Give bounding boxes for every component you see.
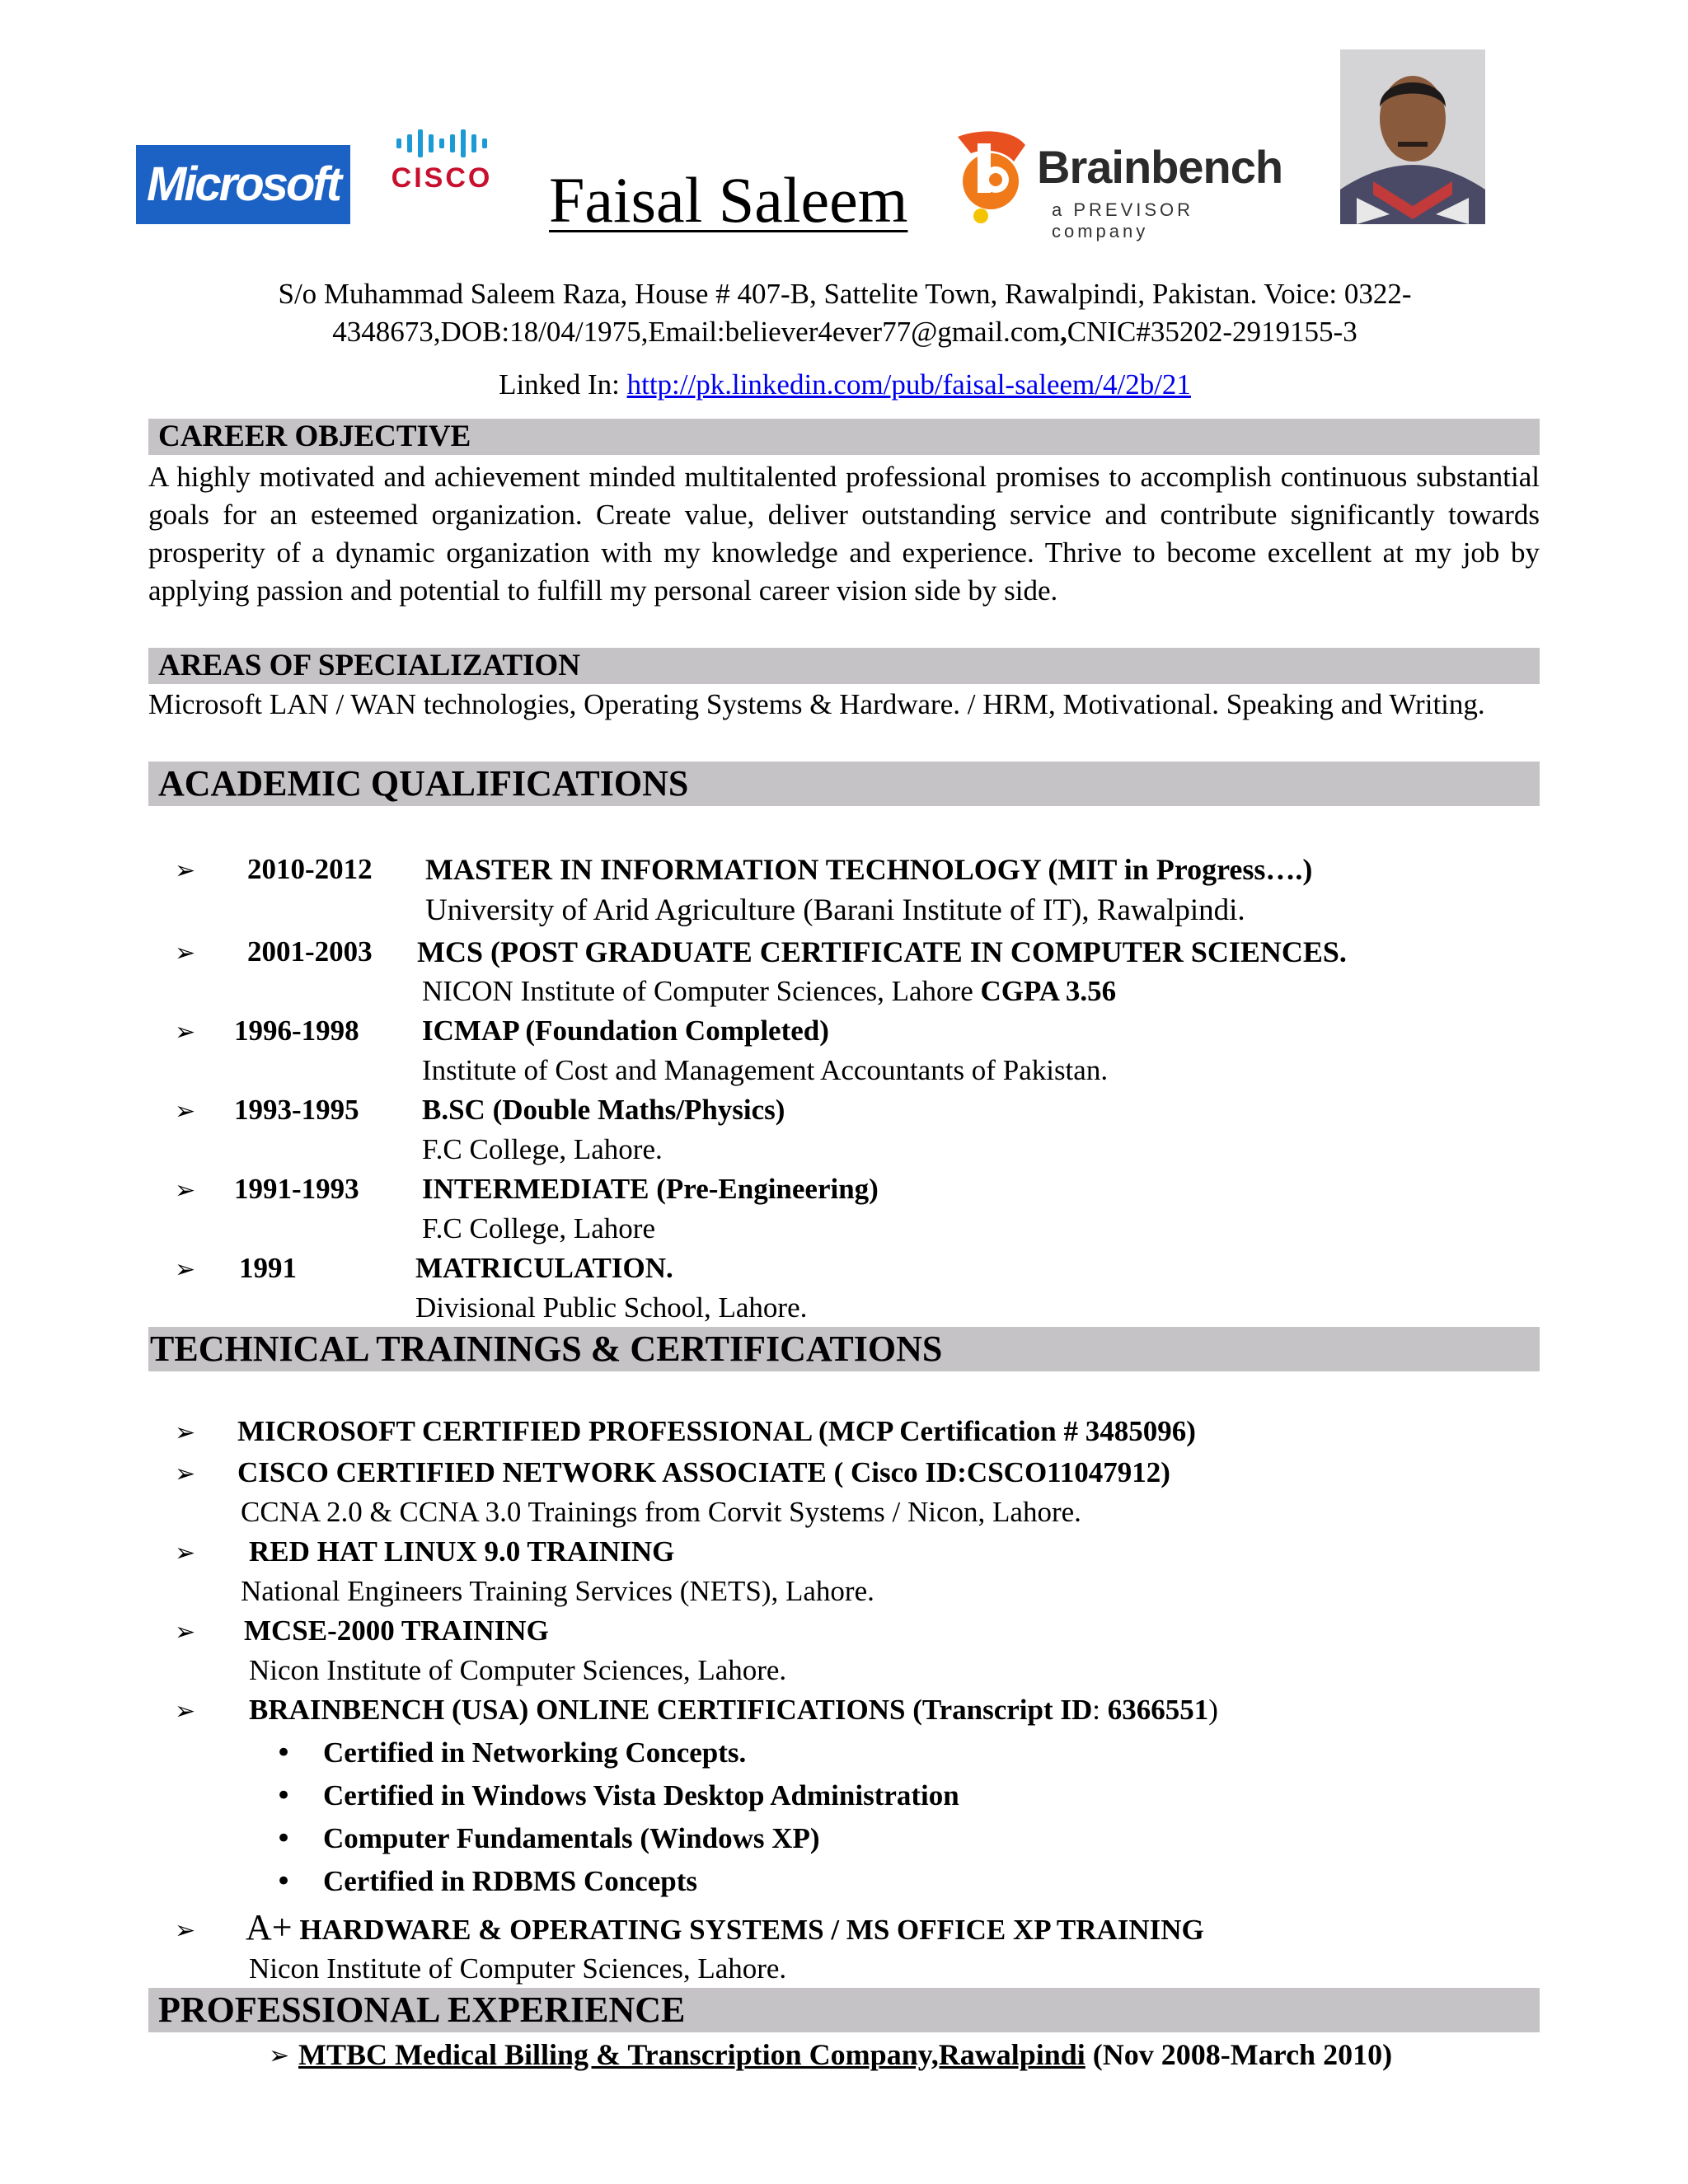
training-arrow-icon: ➢	[175, 1539, 196, 1568]
training-title: CISCO CERTIFIED NETWORK ASSOCIATE ( Cisco ID:CSCO11047912)	[237, 1456, 1170, 1488]
academic-item-years: 1991	[239, 1252, 297, 1284]
academic-item-title: MCS (POST GRADUATE CERTIFICATE IN COMPUTER SCIENCES.	[417, 935, 1347, 968]
training-arrow-icon: ➢	[175, 1916, 196, 1945]
academic-item-years: 1993-1995	[234, 1094, 359, 1126]
contact-info	[148, 275, 1541, 351]
training-arrow-icon: ➢	[175, 1460, 196, 1488]
cisco-bars-icon	[381, 125, 503, 162]
training-title-brainbench: BRAINBENCH (USA) ONLINE CERTIFICATIONS (Transcript ID: 6366551)	[249, 1694, 1218, 1726]
academic-item-years: 2010-2012	[247, 853, 373, 885]
bullet-icon: •	[275, 1736, 293, 1769]
academic-item-title: B.SC (Double Maths/Physics)	[422, 1094, 785, 1126]
training-title: RED HAT LINUX 9.0 TRAINING	[249, 1535, 675, 1568]
academic-item-arrow-icon: ➢	[175, 939, 196, 968]
candidate-name: Faisal Saleem	[549, 164, 908, 236]
career-objective-heading: CAREER OBJECTIVE	[148, 419, 1540, 455]
training-title-aplus: A+ HARDWARE & OPERATING SYSTEMS / MS OFFICE XP TRAINING	[246, 1907, 1204, 1947]
experience-heading: PROFESSIONAL EXPERIENCE	[148, 1988, 1540, 2032]
experience-period: (Nov 2008-March 2010)	[1085, 2038, 1393, 2071]
academic-item-institute: Institute of Cost and Management Accountants of Pakistan.	[422, 1054, 1109, 1086]
training-detail: Nicon Institute of Computer Sciences, Lahore.	[249, 1654, 787, 1686]
profile-photo	[1340, 49, 1485, 224]
academic-item-institute: F.C College, Lahore.	[422, 1133, 663, 1165]
specialization-heading: AREAS OF SPECIALIZATION	[148, 648, 1540, 684]
bullet-icon: •	[275, 1779, 293, 1812]
academic-item-title: MATRICULATION.	[415, 1252, 673, 1284]
training-title: MICROSOFT CERTIFIED PROFESSIONAL (MCP Certification # 3485096)	[237, 1415, 1196, 1447]
academic-item-arrow-icon: ➢	[175, 856, 196, 885]
cisco-logo: CISCO	[381, 125, 503, 199]
academic-item-years: 2001-2003	[247, 935, 373, 968]
experience-company: MTBC Medical Billing & Transcription Company,Rawalpindi	[298, 2038, 1085, 2071]
academic-item-institute: Divisional Public School, Lahore.	[415, 1291, 808, 1324]
academic-item-arrow-icon: ➢	[175, 1255, 196, 1284]
academic-item-institute: F.C College, Lahore	[422, 1212, 655, 1244]
microsoft-logo: Microsoft	[136, 145, 350, 224]
bullet-icon: •	[275, 1822, 293, 1855]
brainbench-cert-item: Certified in Networking Concepts.	[323, 1736, 747, 1769]
training-arrow-icon: ➢	[175, 1418, 196, 1447]
academic-item-arrow-icon: ➢	[175, 1176, 196, 1205]
academic-item-title: MASTER IN INFORMATION TECHNOLOGY (MIT in Progress….)	[425, 853, 1313, 886]
training-arrow-icon: ➢	[175, 1697, 196, 1726]
academic-item-institute: University of Arid Agriculture (Barani Institute of IT), Rawalpindi.	[425, 893, 1245, 927]
experience-arrow-icon: ➢	[269, 2041, 290, 2070]
academic-item-years: 1996-1998	[234, 1015, 359, 1047]
training-detail: CCNA 2.0 & CCNA 3.0 Trainings from Corvit Systems / Nicon, Lahore.	[241, 1496, 1081, 1528]
brainbench-logo: Brainbench a PREVISOR company	[946, 129, 1292, 227]
linkedin-link[interactable]: http://pk.linkedin.com/pub/faisal-saleem/4/2b/21	[626, 368, 1191, 401]
brainbench-cert-item: Certified in Windows Vista Desktop Administration	[323, 1779, 959, 1811]
brainbench-mark-icon	[946, 129, 1037, 227]
trainings-heading: TECHNICAL TRAININGS & CERTIFICATIONS	[148, 1327, 1540, 1371]
training-arrow-icon: ➢	[175, 1618, 196, 1647]
linkedin-line: Linked In: http://pk.linkedin.com/pub/faisal-saleem/4/2b/21	[499, 368, 1191, 401]
experience-item	[298, 2036, 1392, 2074]
academic-item-institute: NICON Institute of Computer Sciences, Lahore CGPA 3.56	[422, 975, 1117, 1007]
brainbench-cert-item: Computer Fundamentals (Windows XP)	[323, 1822, 820, 1854]
brainbench-cert-item: Certified in RDBMS Concepts	[323, 1865, 697, 1897]
contact-line-2: 4348673,DOB:18/04/1975,Email:believer4ever77@gmail.com,CNIC#35202-2919155-3	[332, 316, 1357, 348]
training-title: MCSE-2000 TRAINING	[244, 1615, 549, 1647]
academic-item-title: INTERMEDIATE (Pre-Engineering)	[422, 1173, 879, 1205]
training-detail: Nicon Institute of Computer Sciences, Lahore.	[249, 1952, 787, 1985]
academic-heading: ACADEMIC QUALIFICATIONS	[148, 762, 1540, 806]
bullet-icon: •	[275, 1865, 293, 1898]
contact-line-1: S/o Muhammad Saleem Raza, House # 407-B, Sattelite Town, Rawalpindi, Pakistan. Voice: 0322-	[278, 278, 1412, 310]
academic-item-arrow-icon: ➢	[175, 1018, 196, 1047]
career-objective-text: A highly motivated and achievement minded multitalented professional promises to accomplish continuous substantial goals for an esteemed organization. Create value, deliver outstanding service and contribute significantly towards prosperity of a dynamic organization with my knowledge and experience. Thrive to become excellent at my job by applying passion and potential to fulfill my personal career vision side by side.	[148, 461, 1540, 607]
academic-item-arrow-icon: ➢	[175, 1097, 196, 1126]
academic-item-title: ICMAP (Foundation Completed)	[422, 1015, 829, 1047]
training-detail: National Engineers Training Services (NETS), Lahore.	[241, 1575, 874, 1607]
academic-item-years: 1991-1993	[234, 1173, 359, 1205]
specialization-text: Microsoft LAN / WAN technologies, Operating Systems & Hardware. / HRM, Motivational. Speaking and Writing.	[148, 688, 1485, 720]
